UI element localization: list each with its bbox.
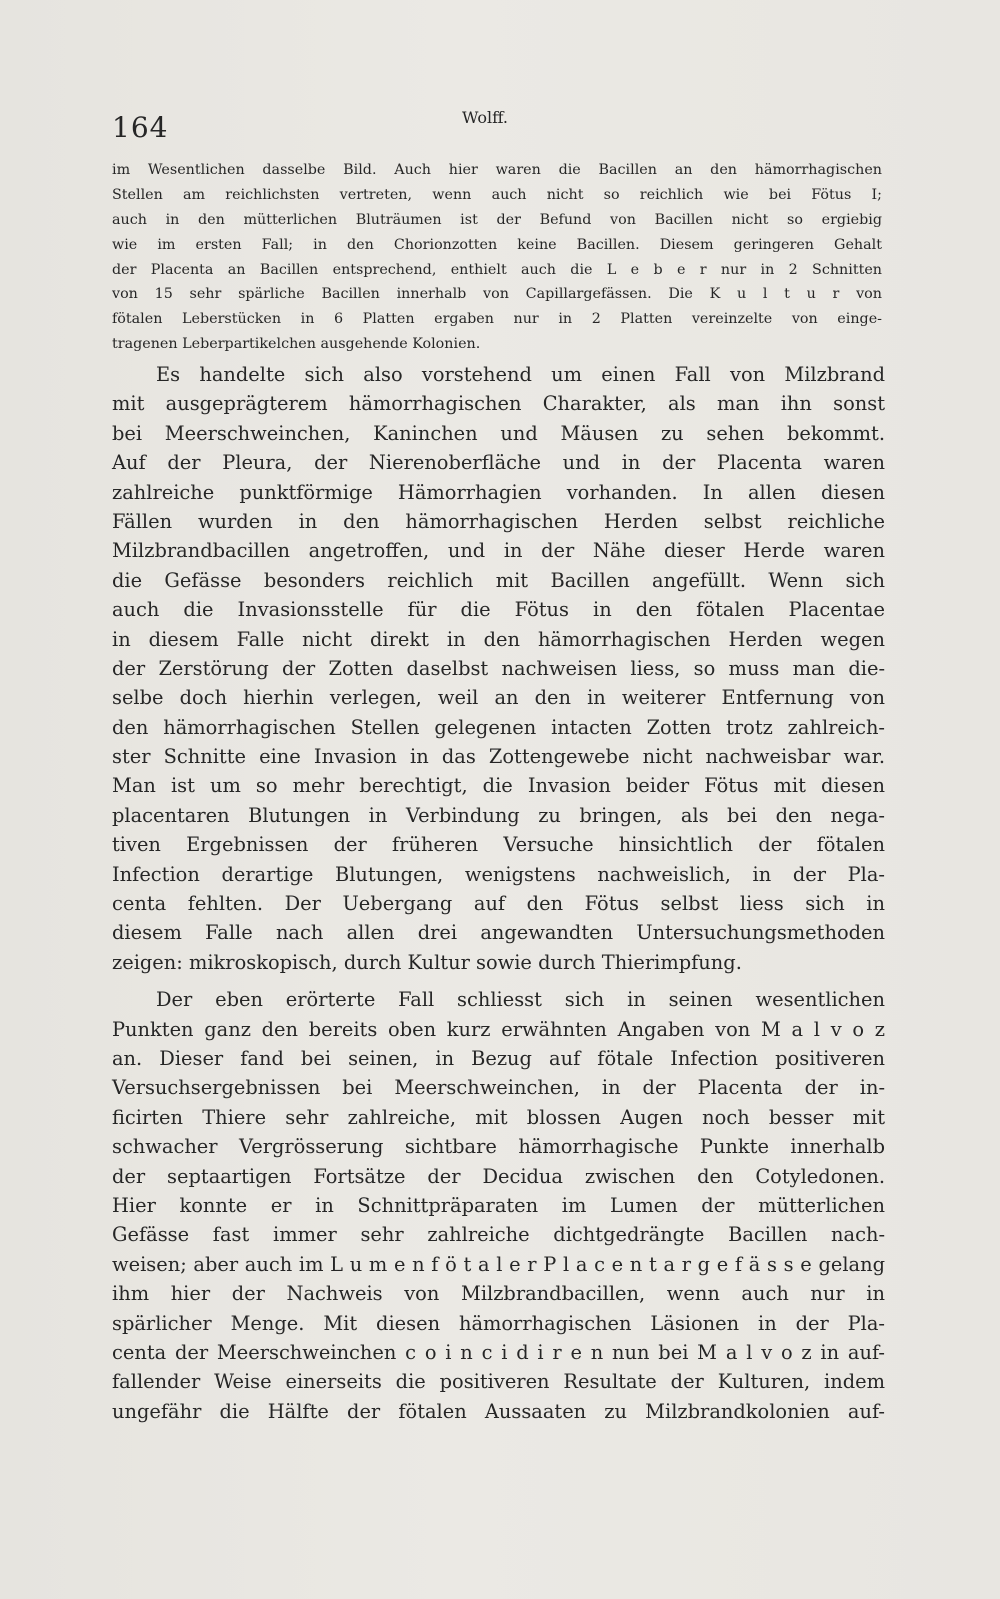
text-line: placentaren Blutungen in Verbindung zu bringen, als bei den nega- (112, 803, 885, 827)
small-print-paragraph (112, 158, 882, 357)
paragraph (112, 360, 885, 977)
running-head: Wolff. (462, 108, 508, 127)
text-line: ster Schnitte eine Invasion in das Zottengewebe nicht nachweisbar war. (112, 745, 885, 769)
text-line: Auf der Pleura, der Nierenoberfläche und in der Placenta waren (112, 451, 885, 475)
text-line: fallender Weise einerseits die positiveren Resultate der Kulturen, indem (112, 1370, 885, 1394)
text-line: Stellen am reichlichsten vertreten, wenn auch nicht so reichlich wie bei Fötus I; (112, 186, 882, 203)
text-line: Es handelte sich also vorstehend um einen Fall von Milzbrand (156, 363, 885, 386)
text-line: Fällen wurden in den hämorrhagischen Herden selbst reichliche (112, 509, 885, 533)
text-line: auch in den mütterlichen Bluträumen ist der Befund von Bacillen nicht so ergiebig (112, 211, 882, 228)
paragraph-gap (112, 977, 885, 985)
text-line: fötalen Leberstücken in 6 Platten ergaben nur in 2 Platten vereinzelte von einge- (112, 311, 882, 328)
text-line: der septaartigen Fortsätze der Decidua zwischen den Cotyledonen. (112, 1164, 885, 1188)
text-line: in diesem Falle nicht direkt in den hämorrhagischen Herden wegen (112, 627, 885, 651)
text-line: weisen; aber auch im L u m e n f ö t a l e r P l a c e n t a r g e f ä s s e gelang (112, 1252, 885, 1276)
text-line: centa der Meerschweinchen c o i n c i d i r e n nun bei M a l v o z in auf- (112, 1340, 885, 1364)
text-line: ihm hier der Nachweis von Milzbrandbacillen, wenn auch nur in (112, 1282, 885, 1306)
text-line: an. Dieser fand bei seinen, in Bezug auf fötale Infection positiveren (112, 1046, 885, 1070)
text-line: ficirten Thiere sehr zahlreiche, mit blossen Augen noch besser mit (112, 1105, 885, 1129)
text-line: Der eben erörterte Fall schliesst sich in seinen wesentlichen (156, 988, 885, 1012)
text-line: spärlicher Menge. Mit diesen hämorrhagischen Läsionen in der Pla- (112, 1311, 885, 1335)
text-line: selbe doch hierhin verlegen, weil an den in weiterer Entfernung von (112, 686, 885, 710)
paragraph (112, 985, 885, 1426)
text-line: Hier konnte er in Schnittpräparaten im Lumen der mütterlichen (112, 1193, 885, 1217)
text-line: tragenen Leberpartikelchen ausgehende Kolonien. (112, 336, 481, 353)
text-line: zeigen: mikroskopisch, durch Kultur sowie durch Thierimpfung. (112, 950, 742, 974)
text-line: den hämorrhagischen Stellen gelegenen intacten Zotten trotz zahlreich- (112, 715, 885, 739)
text-line: im Wesentlichen dasselbe Bild. Auch hier waren die Bacillen an den hämorrhagischen (112, 162, 882, 178)
page-number: 164 (112, 111, 169, 144)
text-line: Gefässe fast immer sehr zahlreiche dichtgedrängte Bacillen nach- (112, 1223, 885, 1247)
text-line: auch die Invasionsstelle für die Fötus in den fötalen Placentae (112, 598, 885, 622)
text-line: der Zerstörung der Zotten daselbst nachweisen liess, so muss man die- (112, 656, 885, 680)
text-line: von 15 sehr spärliche Bacillen innerhalb von Capillargefässen. Die K u l t u r von (112, 286, 882, 303)
text-line: ungefähr die Hälfte der fötalen Aussaaten zu Milzbrandkolonien auf- (112, 1399, 885, 1423)
text-line: mit ausgeprägterem hämorrhagischen Charakter, als man ihn sonst (112, 392, 885, 416)
text-line: diesem Falle nach allen drei angewandten Untersuchungsmethoden (112, 921, 885, 945)
text-line: schwacher Vergrösserung sichtbare hämorrhagische Punkte innerhalb (112, 1135, 885, 1159)
text-line: Versuchsergebnissen bei Meerschweinchen, in der Placenta der in- (112, 1076, 885, 1100)
text-line: tiven Ergebnissen der früheren Versuche hinsichtlich der fötalen (112, 833, 885, 857)
text-line: Man ist um so mehr berechtigt, die Invasion beider Fötus mit diesen (112, 774, 885, 798)
text-line: zahlreiche punktförmige Hämorrhagien vorhanden. In allen diesen (112, 480, 885, 504)
text-line: bei Meerschweinchen, Kaninchen und Mäusen zu sehen bekommt. (112, 421, 885, 445)
text-line: die Gefässe besonders reichlich mit Bacillen angefüllt. Wenn sich (112, 568, 885, 592)
text-line: Infection derartige Blutungen, wenigstens nachweislich, in der Pla- (112, 862, 885, 886)
text-line: Punkten ganz den bereits oben kurz erwähnten Angaben von M a l v o z (112, 1017, 885, 1041)
body-text (112, 360, 885, 1426)
text-line: wie im ersten Fall; in den Chorionzotten keine Bacillen. Diesem geringeren Gehalt (112, 236, 882, 253)
text-line: der Placenta an Bacillen entsprechend, enthielt auch die L e b e r nur in 2 Schnitten (112, 261, 882, 278)
text-line: centa fehlten. Der Uebergang auf den Fötus selbst liess sich in (112, 892, 885, 916)
text-line: Milzbrandbacillen angetroffen, und in der Nähe dieser Herde waren (112, 539, 885, 563)
